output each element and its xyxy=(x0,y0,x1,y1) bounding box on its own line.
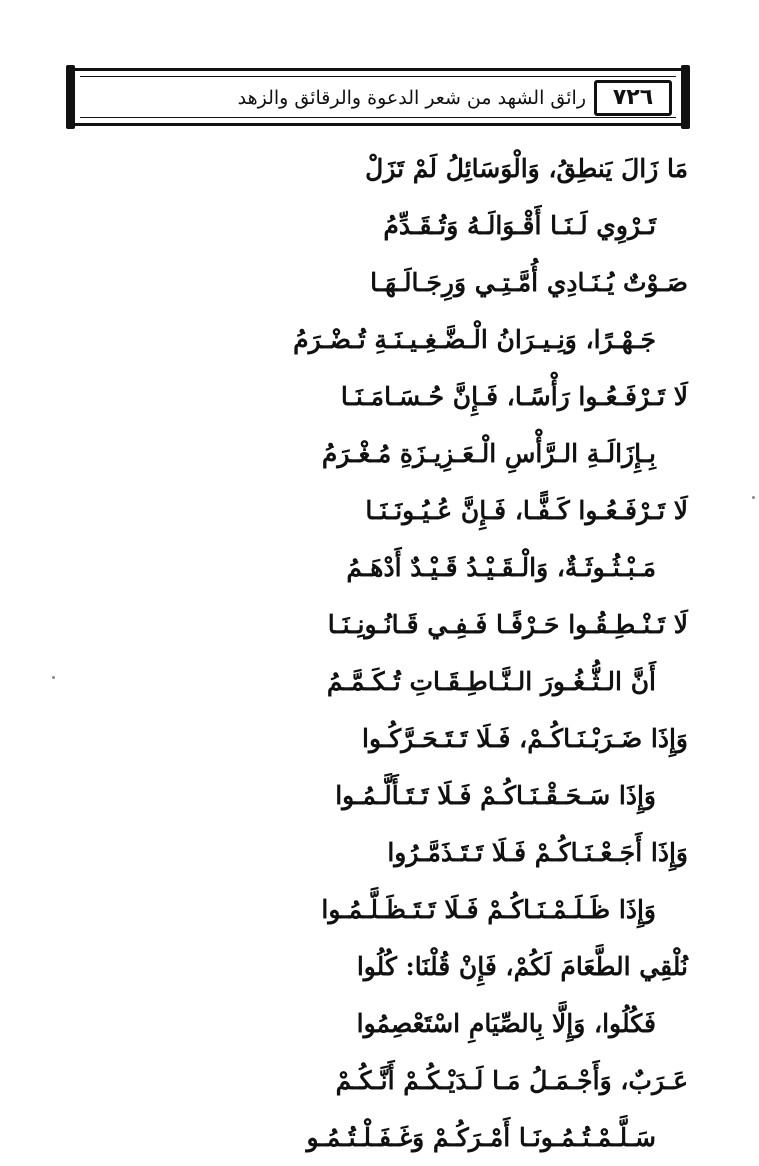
verse-line-7: لَا تَـرْفَـعُـوا كَـفًّـا، فَـإِنَّ عُـيُـونَـنَـا xyxy=(365,496,688,525)
running-title: رائق الشهد من شعر الدعوة والرقائق والزهد xyxy=(237,87,586,109)
verse-line-14: وَإِذَا ظَـلَـمْـنَـاكُـمْ فَـلَا تَـتَـظَـلَّـمُـوا xyxy=(321,895,656,924)
verse-line-17: عَـرَبٌ، وَأَجْـمَـلُ مَـا لَـدَيْـكُـمْ أَنَّـكُـمْ xyxy=(335,1066,688,1095)
scan-speck xyxy=(52,676,55,679)
verse-line-15: نُلْقِي الطَّعَامَ لَكُمْ، فَإِنْ قُلْنَا: كُلُوا xyxy=(356,952,688,981)
verse-line-16: فَكُلُوا، وَإِلَّا بِالصِّيَامِ اسْتَعْصِمُوا xyxy=(356,1009,656,1038)
page-header xyxy=(70,68,686,126)
verse-line-13: وَإِذَا أَجَـعْـنَـاكُـمْ فَـلَا تَـتَـذَمَّـرُوا xyxy=(387,838,688,867)
verse-line-6: بِـإِزَالَـةِ الـرَّأْسِ الْـعَـزِيـزَةِ مُـغْـرَمُ xyxy=(321,439,656,468)
verse-line-12: وَإِذَا سَـحَـقْـنَـاكُـمْ فَـلَا تَـتَـأَلَّـمُـوا xyxy=(335,781,656,810)
verse-line-5: لَا تَـرْفَـعُـوا رَأْسًـا، فَـإِنَّ حُـسَـامَـنَـا xyxy=(340,382,688,411)
verse-line-1: مَا زَالَ يَنطِقُ، وَالْوَسَائِلُ لَمْ تَزَلْ xyxy=(365,154,688,183)
header-left-cap xyxy=(66,65,75,129)
header-divider-bottom xyxy=(80,117,676,118)
header-divider-top xyxy=(80,76,676,77)
scan-speck xyxy=(752,496,755,499)
verse-line-2: تَـرْوِي لَـنَـا أَقْـوَالَـهُ وَتُـقَـدِّمُ xyxy=(383,211,656,240)
verse-line-8: مَـبْـثُـوثَـةٌ، وَالْـقَـيْـدُ قَـيْـدٌ أَدْهَـمُ xyxy=(346,553,656,582)
verse-line-9: لَا تَـنْـطِـقُـوا حَـرْفًـا فَـفِـي قَـانُـونِـنَـا xyxy=(327,610,688,639)
verse-line-10: أَنَّ الـثُّـغُـورَ الـنَّـاطِـقَـاتِ تُـكَـمَّـمُ xyxy=(326,667,656,696)
page-number: ٧٢٦ xyxy=(594,80,672,116)
header-right-cap xyxy=(681,65,690,129)
verse-line-11: وَإِذَا ضَـرَبْـنَـاكُـمْ، فَـلَا تَـتَـحَـرَّكُـوا xyxy=(362,724,688,753)
verse-line-18: سَـلَّـمْـتُـمُـونَـا أَمْـرَكُـمْ وَغَـفَـلْـتُـمُـو xyxy=(306,1123,656,1152)
verse-line-4: جَـهْـرًا، وَنِـيـرَانُ الْـضَّـغِـيـنَـةِ تُـضْـرَمُ xyxy=(293,325,656,354)
poem-body xyxy=(80,140,688,1166)
verse-line-3: صَـوْتٌ يُـنَـادِي أُمَّـتِـي وَرِجَـالَـهَـا xyxy=(370,268,688,297)
